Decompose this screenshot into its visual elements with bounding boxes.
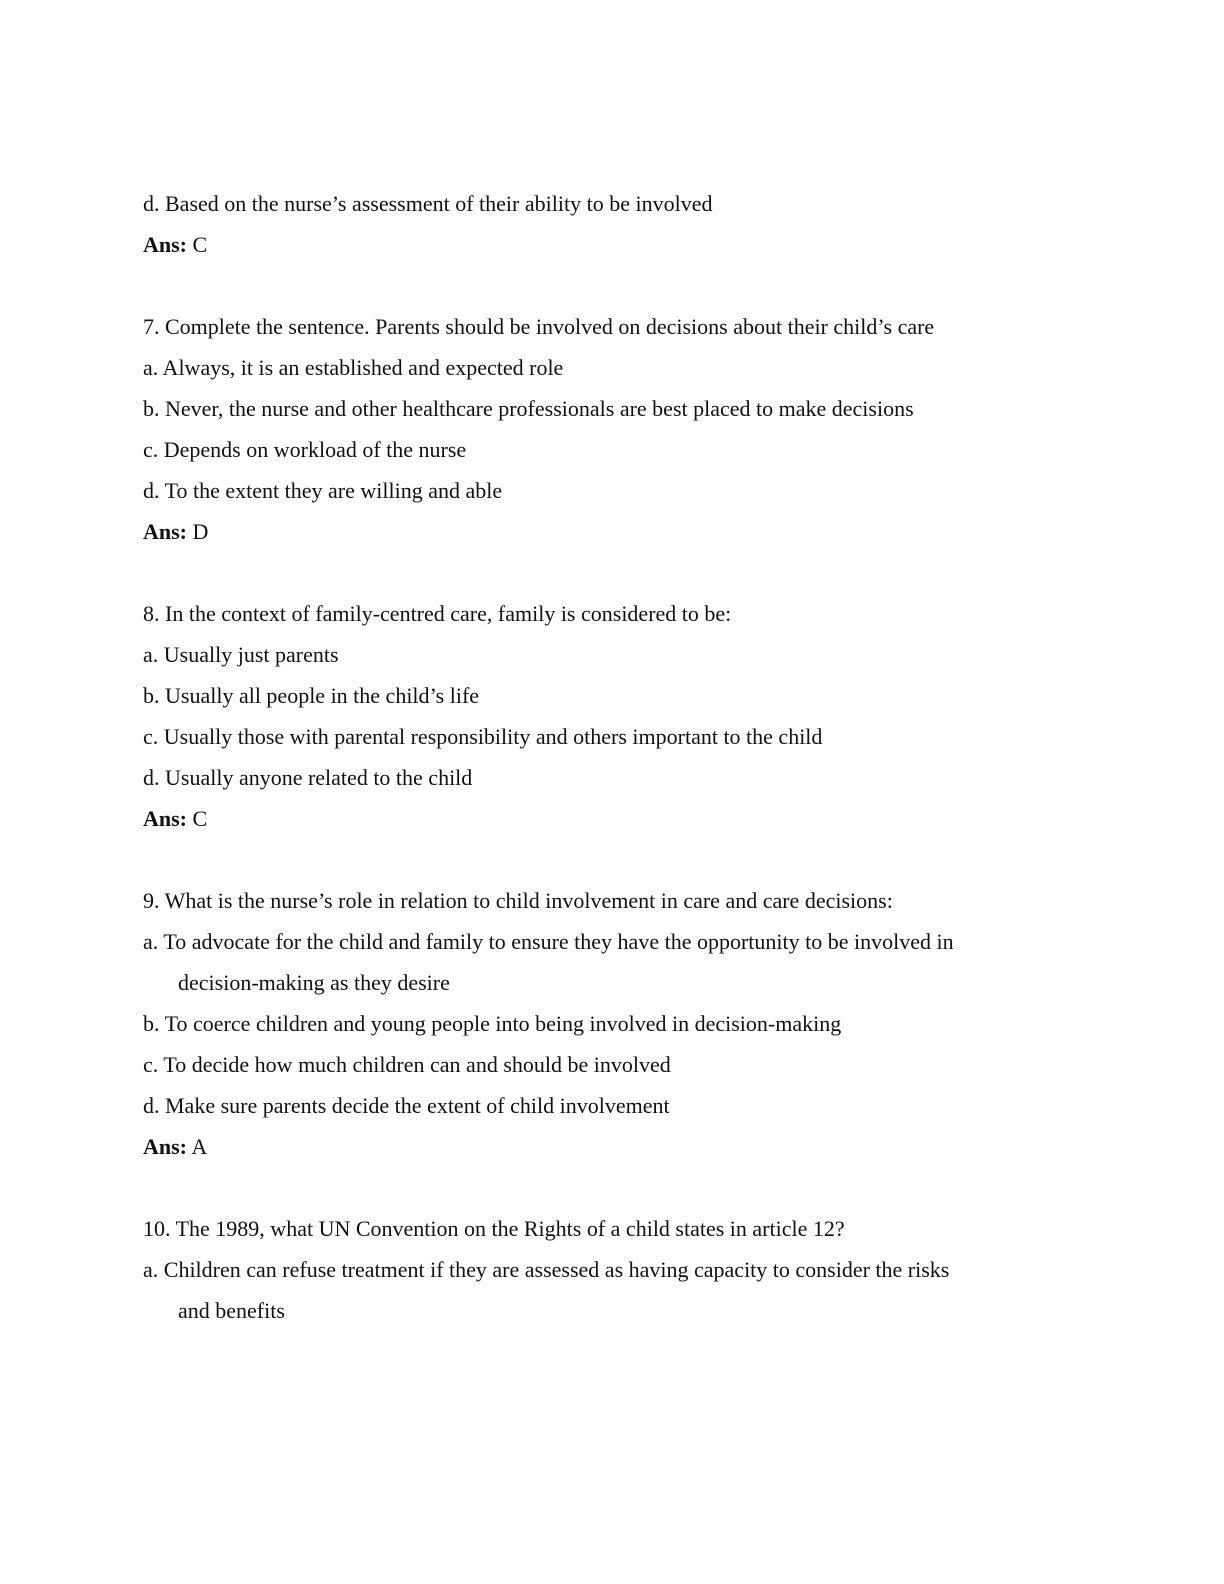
q6-answer-line [143,224,1083,265]
q9-option-b: b. To coerce children and young people into being involved in decision-making [143,1011,842,1036]
q10-option-a-continued: and benefits [178,1298,285,1323]
q8-option-d: d. Usually anyone related to the child [143,765,473,790]
q9-question: 9. What is the nurse’s role in relation to child involvement in care and care decisions: [143,888,893,913]
q9-answer: A [191,1134,208,1159]
q7-option-b: b. Never, the nurse and other healthcare professionals are best placed to make decisions [143,396,914,421]
q7-answer: D [192,519,209,544]
q6-answer: C [192,232,208,257]
q10-option-a: a. Children can refuse treatment if they are assessed as having capacity to consider the risks [143,1257,950,1282]
answer-label: Ans: [143,232,188,257]
q9-answer-line [143,1126,1083,1167]
spacer [143,265,1083,306]
answer-label: Ans: [143,1134,188,1159]
q8-question: 8. In the context of family-centred care, family is considered to be: [143,601,732,626]
q9-option-a: a. To advocate for the child and family to ensure they have the opportunity to be involved in [143,929,954,954]
q9-option-a-continued: decision-making as they desire [178,970,450,995]
q7-option-c: c. Depends on workload of the nurse [143,437,467,462]
q6-option-d: d. Based on the nurse’s assessment of their ability to be involved [143,191,713,216]
answer-label: Ans: [143,806,188,831]
q7-option-d: d. To the extent they are willing and able [143,478,503,503]
answer-label: Ans: [143,519,188,544]
q8-option-a: a. Usually just parents [143,642,339,667]
q7-answer-line [143,511,1083,552]
q7-question: 7. Complete the sentence. Parents should be involved on decisions about their child’s care [143,314,935,339]
q8-answer-line [143,798,1083,839]
q9-option-c: c. To decide how much children can and should be involved [143,1052,671,1077]
q8-answer: C [192,806,208,831]
q10-question: 10. The 1989, what UN Convention on the Rights of a child states in article 12? [143,1216,845,1241]
spacer [143,552,1083,593]
document-page [143,183,1083,1331]
q8-option-b: b. Usually all people in the child’s life [143,683,480,708]
q9-option-d: d. Make sure parents decide the extent of child involvement [143,1093,670,1118]
spacer [143,1167,1083,1208]
q8-option-c: c. Usually those with parental responsibility and others important to the child [143,724,823,749]
spacer [143,839,1083,880]
q7-option-a: a. Always, it is an established and expected role [143,355,564,380]
